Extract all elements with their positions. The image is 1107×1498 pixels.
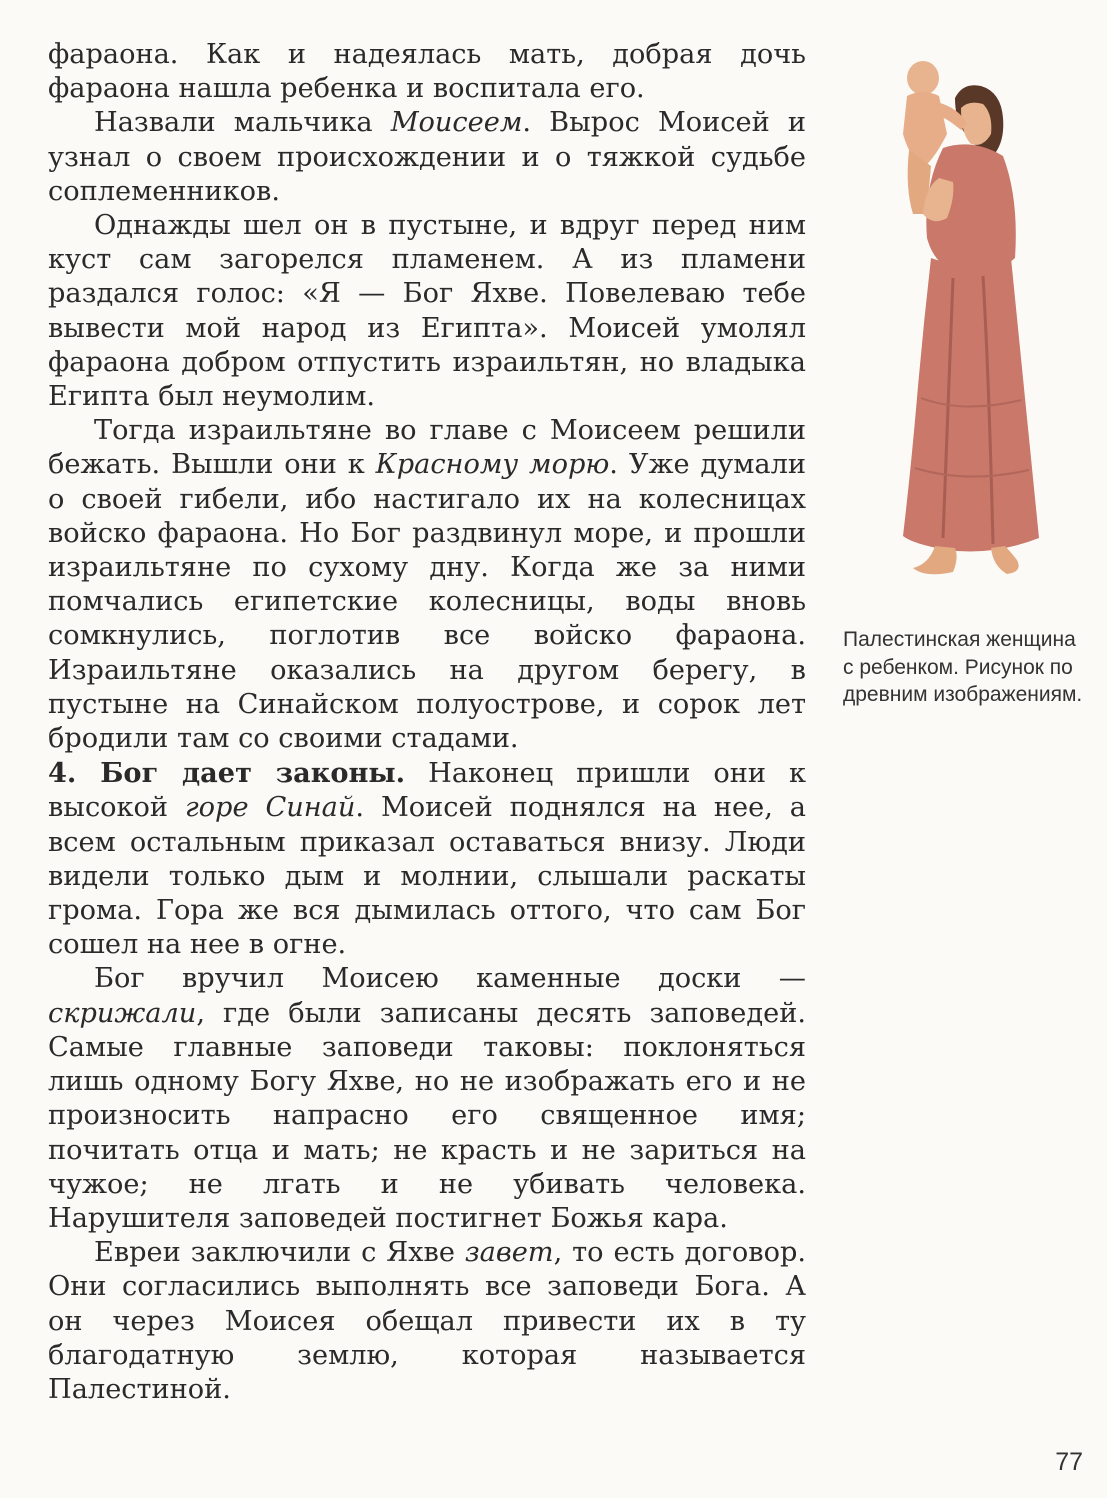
term-emphasis: скрижали [48,997,197,1029]
paragraph [48,756,806,962]
text-run: Однажды шел он в пустыне, и вдруг перед ним куст сам загорелся пламенем. А из пламени раздался голос: «Я — Бог Яхве. Повелеваю тебе вывести мой народ из Египта». Моисей умолял фараона добром отпустить израильтян, но владыка Египта был неумолим. [48,210,806,413]
term-emphasis: Красному морю [375,449,610,481]
woman-foot [991,546,1019,574]
text-run: Евреи заключили с Яхве [94,1237,465,1269]
text-run: . Вырос Моисей и узнал о своем происхождении и о тяжкой судьбе соплеменников. [48,107,806,207]
text-run: Наконец пришли они к высокой [48,758,806,824]
text-run: Тогда израильтяне во главе с Моисеем решили бежать. Вышли они к [48,415,806,481]
figure-caption: Палестинская женщина с ребенком. Рисунок по древним изображениям. [843,628,1083,706]
text-run: , где были записаны десять заповедей. Самые главные заповеди таковы: поклоняться лишь одному Богу Яхве, но не изображать его и не произносить напрасно его священное имя; почитать отца и мать; не красть и не зариться на чужое; не лгать и не убивать человека. Нарушителя заповедей постигнет Божья кара. [48,997,806,1234]
paragraph [48,1236,806,1407]
text-run: . Моисей поднялся на нее, а всем остальным приказал оставаться внизу. Люди видели только дым и молнии, слышали раскаты грома. Гора же вся дымилась оттого, что сам Бог сошел на нее в огне. [48,792,806,961]
woman-robe [903,258,1039,552]
woman-foot [913,546,957,574]
text-run: фараона. Как и надеялась мать, добрая дочь фараона нашла ребенка и воспитала его. [48,39,806,105]
term-emphasis: завет [464,1237,554,1269]
text-run: , то есть договор. Они согласились выполнять все заповеди Бога. А он через Моисея обещал привести их в ту благодатную землю, которая называется Палестиной. [48,1237,806,1405]
paragraph [48,106,806,209]
text-run: Бог вручил Моисею каменные доски — [94,963,806,995]
paragraph [48,414,806,756]
text-run: Назвали мальчика [94,107,391,139]
child-head [907,61,939,95]
paragraph [48,962,806,1236]
figure-column [843,38,1083,709]
term-emphasis: горе Синай [184,792,356,824]
main-text-column [48,38,806,1407]
term-emphasis: Моисеем [390,107,523,139]
woman-with-child-illustration [843,38,1083,598]
text-run: . Уже думали о своей гибели, ибо настигало их на колесницах войско фараона. Но Бог раздвинул море, и прошли израильтяне по сухому дну. Когда же за ними помчались египетские колесницы, воды вновь сомкнулись, поглотив все войско фараона. Израильтяне оказались на другом берегу, в пустыне на Синайском полуострове, и сорок лет бродили там со своими стадами. [48,449,806,755]
paragraph [48,38,806,106]
paragraph [48,209,806,414]
section-heading: 4. Бог дает законы. [48,757,406,790]
page-number: 77 [1055,1448,1083,1476]
